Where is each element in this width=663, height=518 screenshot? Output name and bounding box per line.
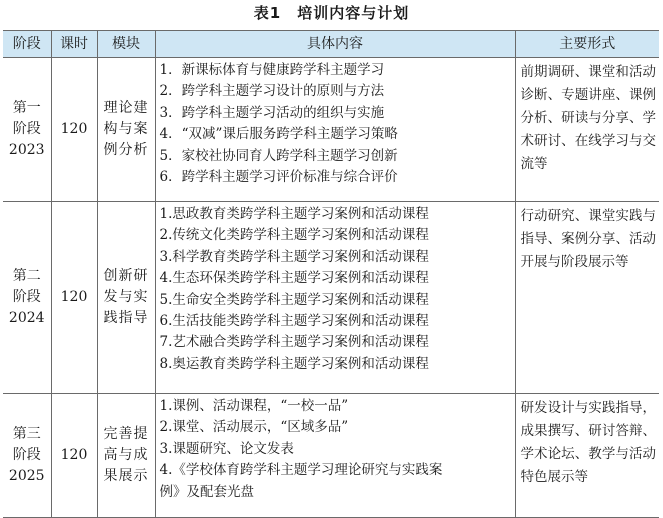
content-cell bbox=[155, 58, 515, 202]
content-item: 3.科学教育类跨学科主题学习案例和活动课程 bbox=[159, 248, 429, 265]
stage-cell: 第一 阶段 2023 bbox=[3, 58, 51, 202]
training-plan-table bbox=[3, 30, 659, 518]
module-cell: 理论建构与案例分析 bbox=[97, 58, 155, 202]
header-content: 具体内容 bbox=[155, 31, 515, 58]
content-item: 3.课题研究、论文发表 bbox=[159, 440, 294, 457]
header-stage: 阶段 bbox=[3, 31, 51, 58]
content-item: 1．新课标体育与健康跨学科主题学习 bbox=[159, 62, 385, 78]
hours-cell: 120 bbox=[51, 58, 97, 202]
content-item: 4.生态环保类跨学科主题学习案例和活动课程 bbox=[159, 270, 429, 287]
content-item: 2．跨学科主题学习设计的原则与方法 bbox=[159, 83, 385, 100]
header-row bbox=[3, 31, 659, 58]
content-item: 5.生命安全类跨学科主题学习案例和活动课程 bbox=[159, 291, 429, 308]
content-item: 7.艺术融合类跨学科主题学习案例和活动课程 bbox=[159, 334, 429, 351]
content-item: 4.《学校体育跨学科主题学习理论研究与实践案 bbox=[159, 462, 443, 479]
table-row bbox=[3, 394, 659, 518]
form-cell: 行动研究、课堂实践与指导、案例分享、活动开展与阶段展示等 bbox=[515, 202, 659, 394]
form-cell: 研发设计与实践指导，成果撰写、研讨答辩、学术论坛、教学与活动特色展示等 bbox=[515, 394, 659, 518]
content-item: 6．跨学科主题学习评价标准与综合评价 bbox=[159, 169, 398, 186]
content-item: 例》及配套光盘 bbox=[159, 483, 254, 500]
hours-cell: 120 bbox=[51, 394, 97, 518]
table-caption: 表1 培训内容与计划 bbox=[253, 4, 410, 22]
header-module: 模块 bbox=[97, 31, 155, 58]
content-item: 2.课堂、活动展示，“区域多品” bbox=[159, 419, 349, 436]
content-item: 1.课例、活动课程，“一校一品” bbox=[159, 398, 349, 414]
content-item: 6.生活技能类跨学科主题学习案例和活动课程 bbox=[159, 313, 429, 330]
content-cell bbox=[155, 394, 515, 518]
content-item: 1.思政教育类跨学科主题学习案例和活动课程 bbox=[159, 206, 429, 222]
form-cell: 前期调研、课堂和活动诊断、专题讲座、课例分析、研读与分享、学术研讨、在线学习与交流等 bbox=[515, 58, 659, 202]
content-item: 8.奥运教育类跨学科主题学习案例和活动课程 bbox=[159, 355, 429, 372]
stage-cell: 第三 阶段 2025 bbox=[3, 394, 51, 518]
hours-cell: 120 bbox=[51, 202, 97, 394]
stage-cell: 第二 阶段 2024 bbox=[3, 202, 51, 394]
module-cell: 创新研发与实践指导 bbox=[97, 202, 155, 394]
header-form: 主要形式 bbox=[515, 31, 659, 58]
content-item: 5．家校社协同育人跨学科主题学习创新 bbox=[159, 147, 398, 164]
content-cell bbox=[155, 202, 515, 394]
header-hours: 课时 bbox=[51, 31, 97, 58]
content-item: 4．“双减”课后服务跨学科主题学习策略 bbox=[159, 126, 398, 143]
content-item: 2.传统文化类跨学科主题学习案例和活动课程 bbox=[159, 227, 429, 244]
module-cell: 完善提高与成果展示 bbox=[97, 394, 155, 518]
table-row bbox=[3, 202, 659, 394]
content-item: 3．跨学科主题学习活动的组织与实施 bbox=[159, 104, 385, 121]
table-row bbox=[3, 58, 659, 202]
